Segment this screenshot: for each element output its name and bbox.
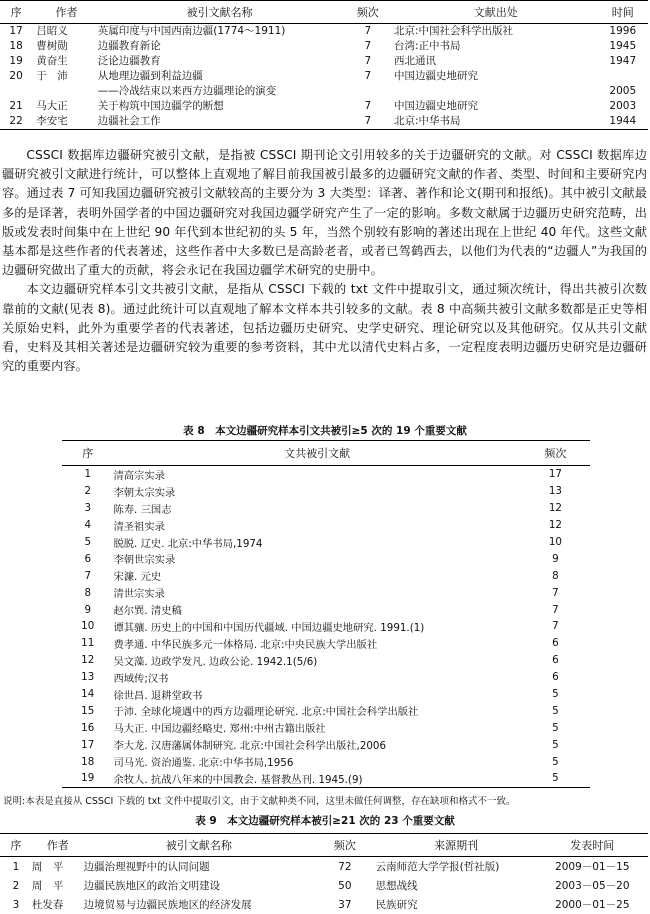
row-title: 吴文藻. 边政学发凡. 边政公论. 1942.1(5/6) xyxy=(113,655,318,668)
row-freq: 37 xyxy=(338,898,352,911)
table-row xyxy=(0,876,648,895)
col-header-freq: 频次 xyxy=(342,1,394,24)
row-title: 陈寿. 三国志 xyxy=(113,503,172,516)
table-row xyxy=(62,753,590,770)
row-title: 于沛. 全球化境遇中的西方边疆理论研究. 北京:中国社会科学出版社 xyxy=(113,706,419,719)
row-title: 关于构筑中国边疆学的断想 xyxy=(97,100,224,112)
row-seq: 19 xyxy=(9,55,23,67)
row-seq: 18 xyxy=(81,755,95,768)
row-freq: 12 xyxy=(548,502,562,515)
table8-note: 说明:本表是直接从 CSSCI 下载的 txt 文件中提取引文，由于文献种类不同，这里未做任何调整，存在缺项和格式不一致。 xyxy=(3,796,516,807)
row-freq: 5 xyxy=(552,738,559,751)
row-seq: 13 xyxy=(81,671,95,684)
table-row xyxy=(0,895,648,914)
table-row xyxy=(62,686,590,703)
row-freq: 7 xyxy=(364,70,372,82)
col-header-title: 被引文献名称 xyxy=(98,1,342,24)
row-title: 李朝世宗实录 xyxy=(113,554,176,567)
row-date: 2003－05－20 xyxy=(555,880,630,892)
row-seq: 17 xyxy=(81,738,95,751)
table-row xyxy=(0,54,648,69)
table-row xyxy=(62,483,590,500)
row-freq: 5 xyxy=(552,704,559,717)
row-seq: 7 xyxy=(84,569,92,582)
table9 xyxy=(0,833,648,914)
row-freq: 7 xyxy=(342,114,394,130)
row-seq: 2 xyxy=(12,879,20,892)
row-seq: 8 xyxy=(84,586,92,599)
table-row xyxy=(0,39,648,54)
row-author: 黄奋生 xyxy=(36,55,68,67)
table-row xyxy=(0,99,648,114)
row-seq: 1 xyxy=(12,860,20,873)
t8-header-seq: 序 xyxy=(62,441,113,466)
row-seq: 20 xyxy=(9,70,23,82)
row-source: 北京:中国社会科学出版社 xyxy=(394,25,514,37)
row-freq: 7 xyxy=(364,55,372,67)
row-title: 从地理边疆到利益边疆 xyxy=(97,70,203,82)
table-row xyxy=(62,618,590,635)
row-journal: 民族研究 xyxy=(375,899,418,911)
table-row xyxy=(62,635,590,652)
row-seq: 10 xyxy=(81,620,95,633)
row-title: 谭其骧. 历史上的中国和中国历代疆域. 中国边疆史地研究. 1991.(1) xyxy=(113,621,425,634)
row-author xyxy=(32,84,98,99)
row-freq: 8 xyxy=(552,569,559,582)
table-row xyxy=(62,669,590,686)
row-freq: 6 xyxy=(552,654,559,667)
paragraph-2: 本文边疆研究样本引文共被引文献，是指从 CSSCI 下载的 txt 文件中提取引文，通过频次统计，得出共被引次数靠前的文献(见表 8)。通过此统计可以直观地了解本文样本共引较多的文献。表 8 中高频共被引文献多数都是正史等相关原始史料，此外为重要学者的代表著述，包括边疆历史研究、史学史研究、理论研究以及其他研究。仅从共引文献看，史料及其相关著述是边疆研究较为重要的参考资料，其中尤以清代史料占多，一定程度表明边疆历史研究是边疆研究的重要内容。 xyxy=(2,282,647,374)
row-seq: 21 xyxy=(9,100,23,112)
row-seq: 18 xyxy=(9,40,23,52)
table-row xyxy=(62,702,590,719)
row-title: 清高宗实录 xyxy=(113,469,165,482)
row-author: 周 平 xyxy=(31,880,64,892)
row-freq: 7 xyxy=(552,603,559,616)
row-journal: 云南师范大学学报(哲社版) xyxy=(375,861,500,873)
table-row xyxy=(62,466,590,483)
row-title: 泛论边疆教育 xyxy=(97,55,161,67)
row-year: 2003 xyxy=(609,100,637,112)
table-row xyxy=(62,567,590,584)
row-title: 边疆社会工作 xyxy=(98,114,342,130)
row-journal: 思想战线 xyxy=(375,880,418,892)
row-source: 中国边疆史地研究 xyxy=(394,70,478,82)
row-seq: 15 xyxy=(81,704,95,717)
table-row xyxy=(62,719,590,736)
col-header-author: 作者 xyxy=(32,1,98,24)
row-author: 周 平 xyxy=(31,861,64,873)
row-title: ——冷战结束以来西方边疆理论的演变 xyxy=(97,85,277,97)
t9-header-journal: 来源期刊 xyxy=(376,834,537,857)
row-seq: 5 xyxy=(84,536,92,548)
row-freq: 7 xyxy=(364,25,372,37)
row-freq: 9 xyxy=(552,552,559,565)
row-author: 于 沛 xyxy=(36,70,68,82)
row-year: 1945 xyxy=(609,40,637,52)
row-title: 英属印度与中国西南边疆(1774～1911) xyxy=(97,25,286,37)
row-seq: 9 xyxy=(84,603,92,616)
row-title: 边境贸易与边疆民族地区的经济发展 xyxy=(83,899,252,911)
paragraph-1: CSSCI 数据库边疆研究被引文献，是指被 CSSCI 期刊论文引用较多的关于边疆研究的文献。对 CSSCI 数据库边疆研究被引文献进行统计，可以整体上直观地了解目前我国被引最多的边疆研究文献的作者、类型、时间和主要研究内容。通过表 7 可知我国边疆研究被引文献较高的主要分为 3 大类型：译著、著作和论文(期刊和报纸)。其中被引文献最多的是译著，表明外国学者的中国边疆研究对我国边疆学研究产生了一定的影响。多数文献属于边疆历史研究范畴，出版或发表时间集中在上世纪 90 年代到本世纪初的头 5 年，当然个别较有影响的著述出现在上世纪 40 年代。这些文献基本都是这些作者的代表著述，这些作者中大多数已是高龄老者，或者已驾鹤西去，以他们为代表的“边疆人”为我国的边疆研究做出了重大的贡献，将会永记在我国边疆学术研究的史册中。 xyxy=(2,148,647,278)
row-freq: 72 xyxy=(338,860,352,873)
row-author: 杜发春 xyxy=(31,899,64,911)
row-title: 边疆民族地区的政治文明建设 xyxy=(83,880,221,892)
row-date: 2009－01－15 xyxy=(555,861,630,873)
row-freq: 5 xyxy=(552,721,559,734)
row-seq: 12 xyxy=(81,654,95,667)
row-title: 李朝太宗实录 xyxy=(113,486,176,499)
row-title: 司马光. 资治通鉴. 北京:中华书局,1956 xyxy=(113,757,294,770)
t9-header-seq: 序 xyxy=(0,834,32,857)
row-freq: 5 xyxy=(521,770,590,787)
row-year xyxy=(598,69,648,84)
row-freq: 6 xyxy=(552,671,559,684)
row-source: 西北通讯 xyxy=(394,55,436,67)
continued-citation-table xyxy=(0,0,648,130)
row-seq: 4 xyxy=(84,519,92,532)
row-source: 中国边疆史地研究 xyxy=(394,100,478,112)
row-title: 赵尔巽. 清史稿 xyxy=(113,605,182,618)
row-freq: 13 xyxy=(548,485,562,498)
row-seq: 14 xyxy=(81,688,95,701)
row-freq: 6 xyxy=(552,637,559,650)
row-year: 1947 xyxy=(609,55,637,67)
row-freq xyxy=(342,84,394,99)
row-seq: 11 xyxy=(81,637,95,650)
row-seq: 3 xyxy=(12,898,20,911)
row-source: 北京:中华书局 xyxy=(394,114,598,130)
row-freq: 17 xyxy=(548,468,562,481)
row-freq: 7 xyxy=(552,586,559,599)
table-row xyxy=(62,652,590,669)
row-date: 2000－01－25 xyxy=(555,899,630,911)
row-freq: 5 xyxy=(552,755,559,768)
table-row xyxy=(0,84,648,99)
table-row xyxy=(0,69,648,84)
row-year: 1996 xyxy=(609,25,637,37)
row-seq: 1 xyxy=(84,468,92,481)
t8-header-freq: 频次 xyxy=(521,441,590,466)
row-year: 2005 xyxy=(609,85,637,97)
table-row xyxy=(62,517,590,534)
table-row xyxy=(62,770,590,787)
body-text xyxy=(2,146,647,376)
row-seq: 17 xyxy=(9,25,23,37)
row-freq: 7 xyxy=(552,620,559,633)
col-header-year: 时间 xyxy=(598,1,648,24)
row-author: 吕昭义 xyxy=(36,25,68,37)
row-title: 费孝通. 中华民族多元一体格局. 北京:中央民族大学出版社 xyxy=(113,638,378,651)
table8 xyxy=(62,440,590,788)
row-title: 边疆治理视野中的认同问题 xyxy=(83,861,210,873)
row-source: 台湾:正中书局 xyxy=(394,40,461,52)
row-year: 1944 xyxy=(598,114,648,130)
table-row xyxy=(62,584,590,601)
row-freq: 10 xyxy=(548,536,562,548)
table-row xyxy=(0,114,648,130)
table-row xyxy=(62,601,590,618)
row-title: 西域传;汉书 xyxy=(113,672,169,685)
t9-header-author: 作者 xyxy=(32,834,84,857)
row-seq: 16 xyxy=(81,721,95,734)
row-author: 曹树勋 xyxy=(36,40,68,52)
row-seq: 2 xyxy=(84,485,92,498)
row-title: 宋濂. 元史 xyxy=(113,571,162,584)
row-seq: 19 xyxy=(62,770,113,787)
row-freq: 7 xyxy=(364,40,372,52)
row-source xyxy=(394,84,598,99)
row-freq: 7 xyxy=(364,100,372,112)
col-header-source: 文献出处 xyxy=(394,1,598,24)
row-seq: 22 xyxy=(0,114,32,130)
row-seq xyxy=(0,84,32,99)
row-title: 清圣祖实录 xyxy=(113,520,165,533)
table8-caption: 表 8 本文边疆研究样本引文共被引≥5 次的 19 个重要文献 xyxy=(183,425,467,437)
table-row xyxy=(62,550,590,567)
row-title: 马大正. 中国边疆经略史. 郑州:中州古籍出版社 xyxy=(113,723,326,736)
row-author: 马大正 xyxy=(36,100,68,112)
row-title: 清世宗实录 xyxy=(113,588,165,601)
row-title: 边疆教育新论 xyxy=(97,40,161,52)
row-title: 余牧人. 抗战八年来的中国教会. 基督教丛刊. 1945.(9) xyxy=(113,770,520,787)
row-freq: 12 xyxy=(548,519,562,532)
row-title: 徐世昌. 退耕堂政书 xyxy=(113,689,203,702)
t9-header-freq: 频次 xyxy=(314,834,376,857)
row-freq: 5 xyxy=(552,688,559,701)
table9-caption: 表 9 本文边疆研究样本被引≥21 次的 23 个重要文献 xyxy=(195,815,455,827)
col-header-seq: 序 xyxy=(0,1,32,24)
table-row xyxy=(0,24,648,40)
t9-header-title: 被引文献名称 xyxy=(84,834,314,857)
t8-header-title: 文共被引文献 xyxy=(113,441,520,466)
row-author: 李安宅 xyxy=(32,114,98,130)
table-row xyxy=(62,736,590,753)
row-seq: 6 xyxy=(84,552,92,565)
row-title: 李大龙. 汉唐藩属体制研究. 北京:中国社会科学出版社,2006 xyxy=(113,740,387,753)
table-row xyxy=(62,534,590,551)
row-title: 脱脱. 辽史. 北京:中华书局,1974 xyxy=(113,537,263,550)
table-row xyxy=(0,857,648,877)
row-seq: 3 xyxy=(84,502,92,515)
table-row xyxy=(62,500,590,517)
row-freq: 50 xyxy=(338,879,352,892)
t9-header-date: 发表时间 xyxy=(537,834,648,857)
